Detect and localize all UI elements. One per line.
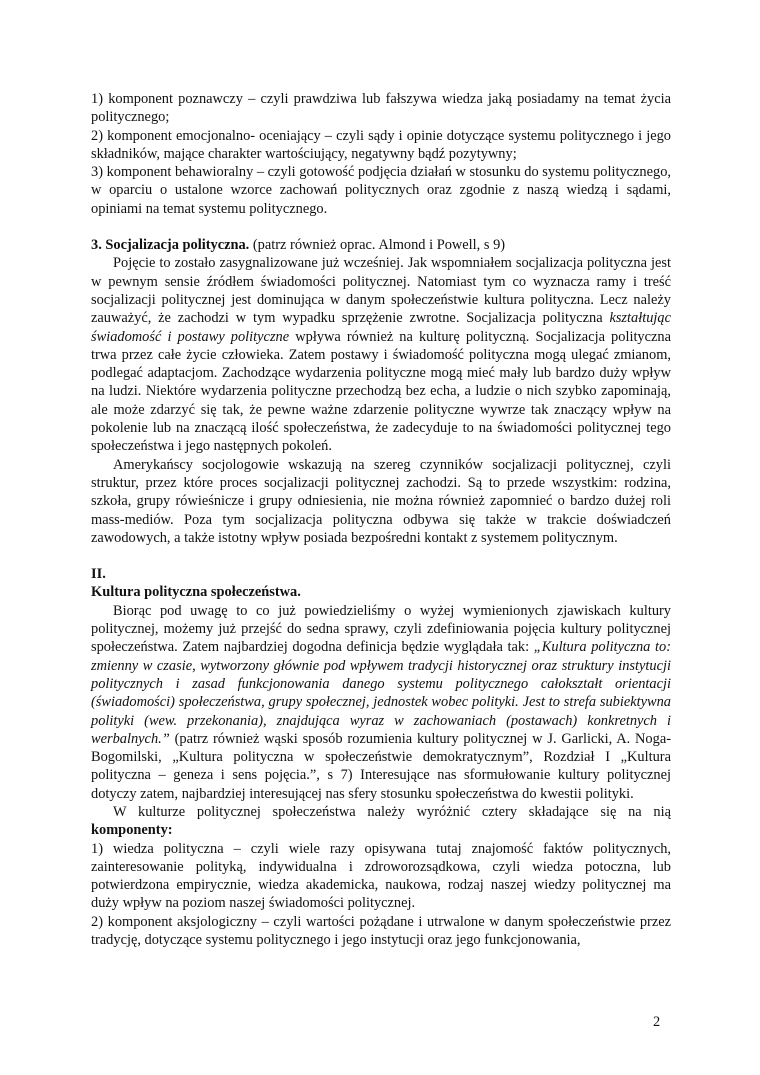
list-item: 2) komponent emocjonalno- oceniający – czyli sądy i opinie dotyczące systemu politycznego i jego składników, mające charakter wartościujący, negatywny bądź pozytywny; [91, 127, 671, 162]
paragraph-text: Pojęcie to zostało zasygnalizowane już wcześniej. Jak wspomniałem socjalizacja polityczna jest w pewnym sensie źródłem świadomości politycznej. Natomiast tym co wyznacza ramy i treść socjalizacji politycznej jest dominująca w danym społeczeństwie kultura polityczna. Lecz należy zauważyć, że zachodzi w tym wypadku sprzężenie zwrotne. Socjalizacja polityczna [91, 255, 671, 327]
chapter-numeral [91, 565, 671, 583]
section-heading-title: 3. Socjalizacja polityczna. [91, 237, 250, 254]
paragraph [91, 803, 671, 840]
paragraph-text: (patrz również wąski sposób rozumienia kultury politycznej w J. Garlicki, A. Noga-Bogomilski, „Kultura polityczna w społeczeństwie demokratycznym”, Rozdział I „Kultura polityczna – geneza i sens pojęcia.”, s 7) Interesujące nas sformułowanie kultury politycznej dotyczy zatem, najbardziej interesującej nas sfery stosunku społeczeństwa do kwestii polityki. [91, 730, 671, 802]
chapter-title [91, 583, 671, 601]
list-item: 1) komponent poznawczy – czyli prawdziwa lub fałszywa wiedza jaką posiadamy na temat życia politycznego; [91, 91, 671, 126]
paragraph [91, 254, 671, 455]
section-heading-note: (patrz również oprac. Almond i Powell, s 9) [249, 237, 506, 254]
page-number: 2 [653, 1014, 661, 1030]
section-heading [91, 236, 671, 254]
list-item: 3) komponent behawioralny – czyli gotowość podjęcia działań w stosunku do systemu politycznego, w oparciu o ustalone wzorce zachowań politycznych oraz zgodnie z naszą wiedzą i sądami, opiniami na temat systemu politycznego. [91, 164, 671, 217]
paragraph-text: Biorąc pod uwagę to co już powiedzieliśmy o wyżej wymienionych zjawiskach kultury politycznej, możemy już przejść do sedna sprawy, czyli zdefiniowania pojęcia kultury politycznej społeczeństwa. Zatem najbardziej dogodna definicja będzie wyglądała tak: [91, 602, 671, 656]
list-item: 1) wiedza polityczna – czyli wiele razy opisywana tutaj znajomość faktów politycznych, zainteresowanie polityką, indywidualna i zdroworozsądkowa, czyli wiedza potoczna, lub potwierdzona empirycznie, wiedza akademicka, naukowa, rodzaj naszej wiedzy politycznej ma duży wpływ na poziom naszej świadomości politycznej. [91, 840, 671, 912]
paragraph-text: W kulturze politycznej społeczeństwa należy wyróżnić cztery składające się na nią [113, 803, 671, 820]
spacer [91, 547, 671, 565]
paragraph [91, 602, 671, 803]
paragraph-italic: kształtując świadomość i postawy polityczne [91, 310, 671, 345]
document-page [91, 90, 671, 949]
paragraph: Amerykańscy socjologowie wskazują na szereg czynników socjalizacji politycznej, czyli struktur, przez które proces socjalizacji politycznej zachodzi. Są to przede wszystkim: rodzina, szkoła, grupy rówieśnicze i grupy odniesienia, nie można również zapomnieć o bardzo dużej roli mass-mediów. Poza tym socjalizacja polityczna odbywa się także w trakcie doświadczeń zawodowych, a także istotny wpływ posiada bezpośredni kontakt z systemem politycznym. [91, 456, 671, 546]
chapter-title-text: Kultura polityczna społeczeństwa. [91, 584, 301, 601]
paragraph-bold: komponenty: [91, 822, 173, 839]
definition-quote: „Kultura polityczna to: zmienny w czasie, wytworzony głównie pod wpływem tradycji historycznej oraz struktury instytucji politycznych i zasad funkcjonowania danego systemu politycznego całokształt orientacji (świadomości) społeczeństwa, grupy społecznej, jednostek wobec polityki. Jest to strefa subiektywna polityki (wew. przekonania), znajdująca wyraz w zachowaniach (postawach) konkretnych i werbalnych.” [91, 639, 671, 747]
list-item: 2) komponent aksjologiczny – czyli wartości pożądane i utrwalone w danym społeczeństwie przez tradycję, dotyczące systemu politycznego i jego instytucji oraz jego funkcjonowania, [91, 913, 671, 949]
chapter-numeral-text: II. [91, 566, 106, 583]
spacer [91, 218, 671, 236]
paragraph-text: wpływa również na kulturę polityczną. Socjalizacja polityczna trwa przez całe życie człowieka. Zatem postawy i świadomość polityczna mogą ulegać zmianom, podlegać adaptacjom. Zachodzące wydarzenia polityczne mogą mieć mały lub bardzo duży wpływ na ludzi. Niektóre wydarzenia polityczne przechodzą bez echa, a ludzie o nich szybko zapominają, ale może zdarzyć się tak, że pewne ważne zdarzenie polityczne wywrze tak znaczący wpływ na pokolenie lub na znaczącą ilość społeczeństwa, że zadecyduje to na świadomości politycznej tego społeczeństwa i jego następnych pokoleń. [91, 328, 671, 455]
